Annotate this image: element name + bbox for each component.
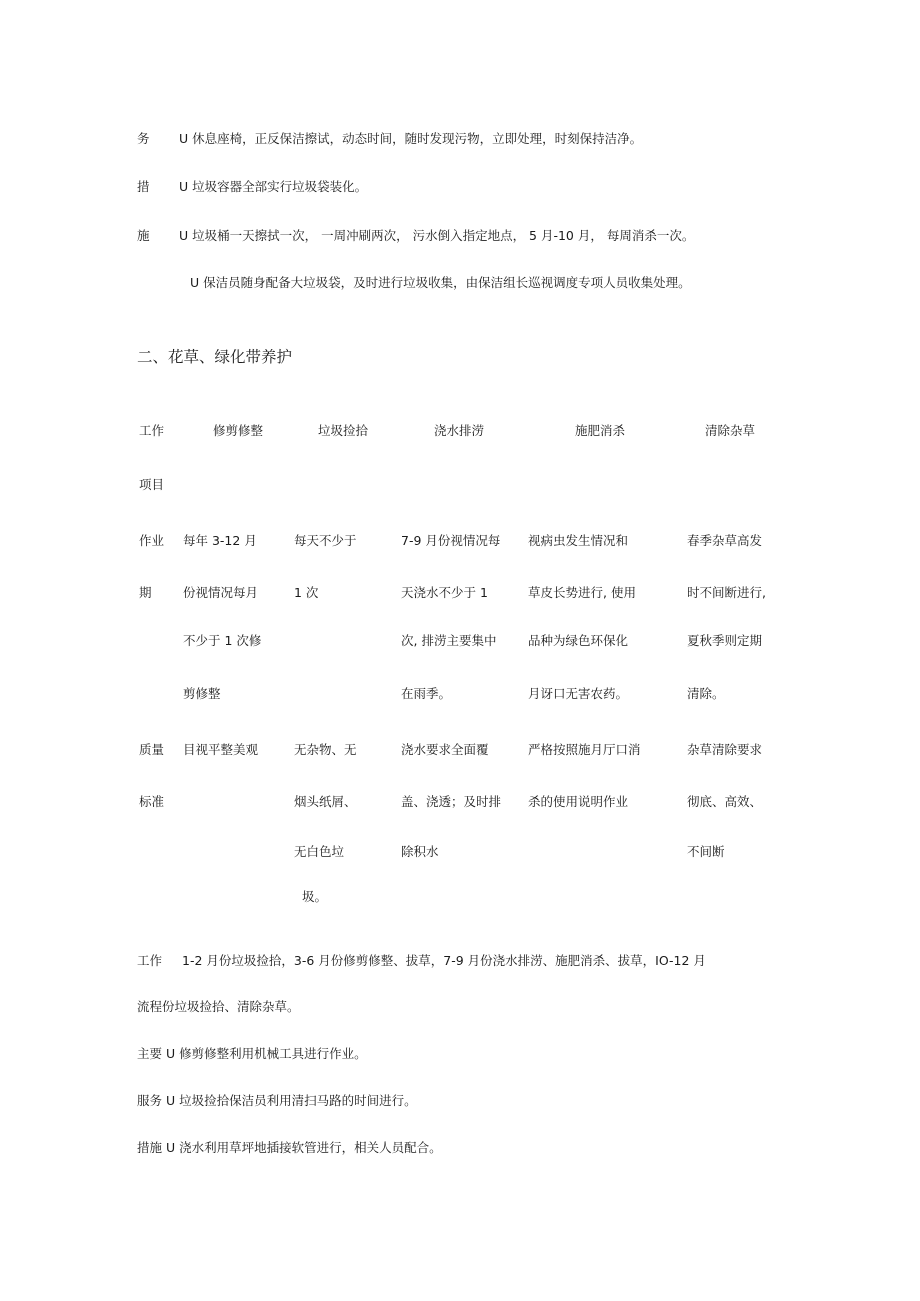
table-cell: 夏秋季则定期 [687, 633, 763, 648]
table-cell: 圾。 [302, 889, 328, 904]
table-cell: 次, 排涝主要集中 [401, 633, 497, 648]
column-header: 垃圾捡拾 [318, 423, 369, 438]
row-label: 工作 [139, 423, 165, 438]
table-cell: 清除。 [687, 686, 725, 701]
table-cell: 每年 3-12 月 [183, 533, 257, 548]
side-char: 施 [137, 228, 150, 243]
row-label: 期 [139, 585, 152, 600]
column-header: 修剪修整 [213, 423, 264, 438]
intro-line: U 垃圾桶一天擦拭一次， 一周冲刷两次， 污水倒入指定地点， 5 月-10 月， 每周消杀一次。 [179, 228, 695, 243]
workflow-line: 流程份垃圾捡拾、清除杂草。 [137, 999, 300, 1014]
table-cell: 无白色垃 [294, 844, 345, 859]
table-cell: 品种为绿色环保化 [528, 633, 629, 648]
table-cell: 目视平整美观 [183, 742, 259, 757]
table-cell: 不间断 [687, 844, 725, 859]
intro-line: U 休息座椅，正反保洁擦试，动态时间，随时发现污物，立即处理，时刻保持洁净。 [179, 131, 643, 146]
table-cell: 天浇水不少于 1 [401, 585, 488, 600]
table-cell: 在雨季。 [401, 686, 452, 701]
intro-line: U 保洁员随身配备大垃圾袋，及时进行垃圾收集，由保洁组长巡视调度专项人员收集处理。 [190, 275, 691, 290]
workflow-line: 1-2 月份垃圾捡拾，3-6 月份修剪修整、拔草，7-9 月份浇水排涝、施肥消杀、拔草，IO-12 月 [182, 953, 706, 968]
table-cell: 7-9 月份视情况每 [401, 533, 501, 548]
row-label: 作业 [139, 533, 165, 548]
row-label: 标准 [139, 794, 165, 809]
measure-line: 服务 U 垃圾捡拾保洁员利用清扫马路的时间进行。 [137, 1093, 417, 1108]
column-header: 清除杂草 [705, 423, 756, 438]
table-cell: 份视情况每月 [183, 585, 259, 600]
table-cell: 浇水要求全面覆 [401, 742, 489, 757]
table-cell: 月讶口无害农药。 [528, 686, 629, 701]
table-cell: 杂草清除要求 [687, 742, 763, 757]
table-cell: 盖、浇透；及时排 [401, 794, 502, 809]
row-label: 项目 [139, 477, 165, 492]
table-cell: 剪修整 [183, 686, 221, 701]
table-cell: 不少于 1 次修 [183, 633, 262, 648]
row-label: 质量 [139, 742, 165, 757]
measure-line: 措施 U 浇水利用草坪地插接软管进行，相关人员配合。 [137, 1140, 442, 1155]
table-cell: 每天不少于 [294, 533, 357, 548]
table-cell: 视病虫发生情况和 [528, 533, 629, 548]
column-header: 浇水排涝 [434, 423, 485, 438]
column-header: 施肥消杀 [575, 423, 626, 438]
table-cell: 无杂物、无 [294, 742, 357, 757]
table-cell: 杀的使用说明作业 [528, 794, 629, 809]
measure-line: 主要 U 修剪修整利用机械工具进行作业。 [137, 1046, 367, 1061]
table-cell: 时不间断进行, [687, 585, 766, 600]
table-cell: 除积水 [401, 844, 439, 859]
table-cell: 彻底、高效、 [687, 794, 763, 809]
side-char: 务 [137, 131, 150, 146]
intro-line: U 垃圾容器全部实行垃圾袋装化。 [179, 179, 368, 194]
table-cell: 1 次 [294, 585, 319, 600]
table-cell: 春季杂草高发 [687, 533, 763, 548]
table-cell: 严格按照施月厅口消 [528, 742, 641, 757]
table-cell: 草皮长势进行, 使用 [528, 585, 636, 600]
side-char: 措 [137, 179, 150, 194]
workflow-label: 工作 [137, 953, 163, 968]
table-cell: 烟头纸屑、 [294, 794, 357, 809]
section-title: 二、花草、绿化带养护 [137, 348, 293, 366]
